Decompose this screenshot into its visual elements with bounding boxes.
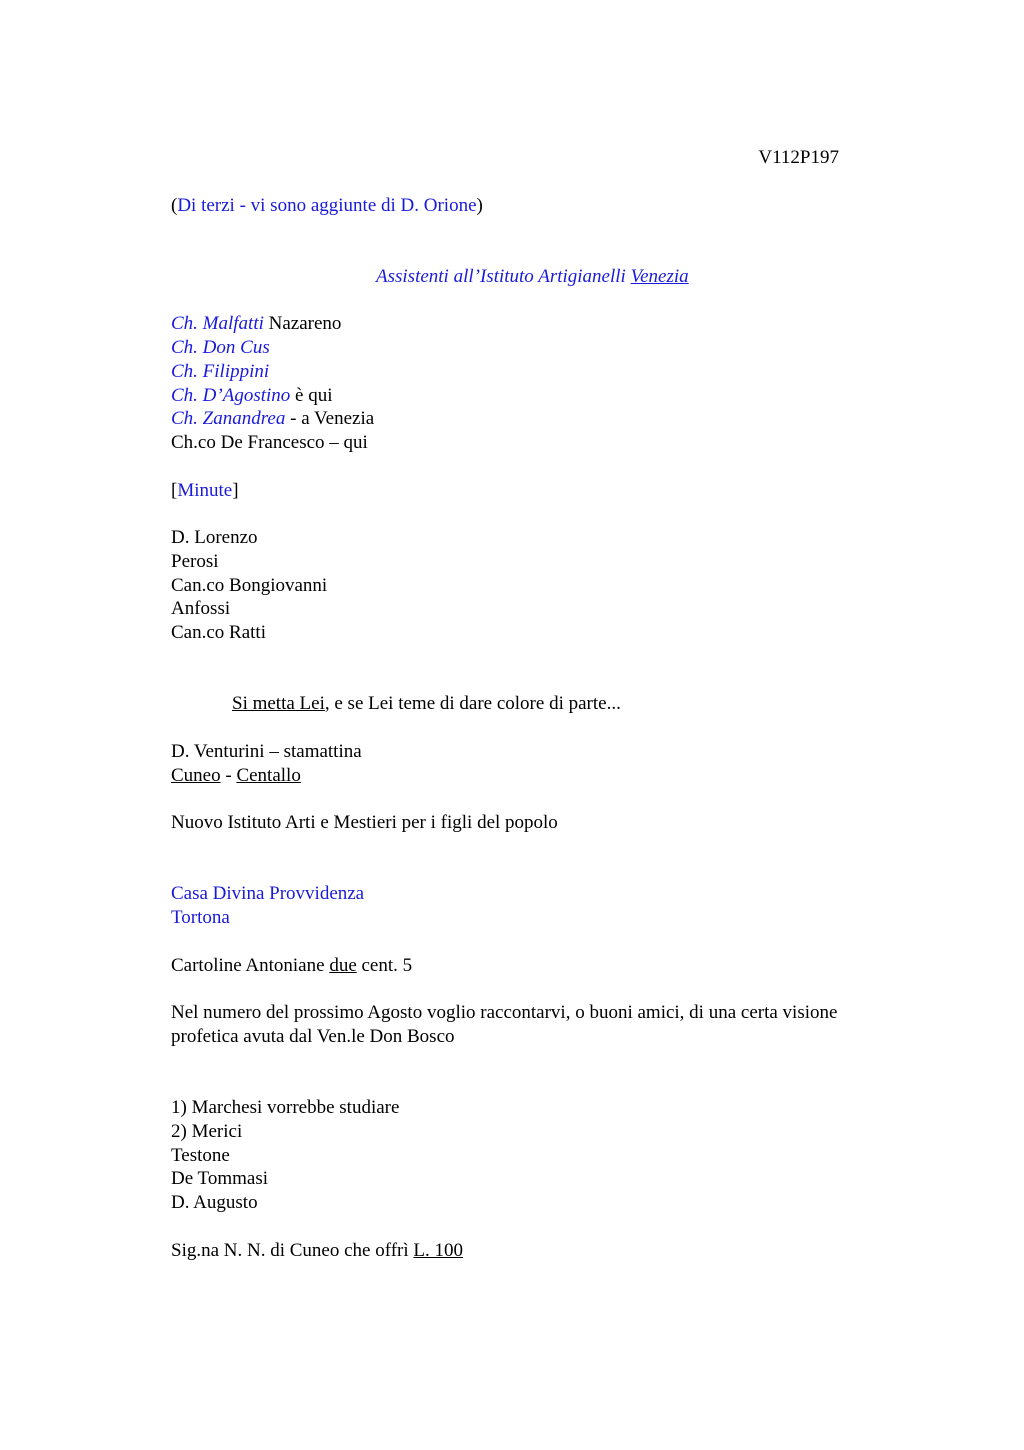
minute-open-bracket: [ (171, 480, 178, 501)
name-line: Can.co Ratti (171, 622, 266, 643)
assistant-name: Ch. Malfatti (171, 313, 264, 334)
note-open-paren: ( (171, 195, 178, 216)
note-close-paren: ) (476, 195, 483, 216)
name-line: Perosi (171, 551, 219, 572)
heading-place: Venezia (630, 266, 689, 287)
page-reference: V112P197 (758, 147, 839, 168)
heading-title (376, 265, 689, 289)
list-item: D. Augusto (171, 1192, 258, 1213)
cartoline-post: cent. 5 (356, 955, 413, 976)
list-item: De Tommasi (171, 1168, 269, 1189)
place-cuneo: Cuneo (171, 765, 221, 786)
list-item: 1) Marchesi vorrebbe studiare (171, 1097, 400, 1118)
editorial-note (171, 194, 483, 218)
nuovo-istituto-line: Nuovo Istituto Arti e Mestieri per i figli del popolo (171, 812, 558, 833)
cartoline-pre: Cartoline Antoniane (171, 955, 330, 976)
minute-close-bracket: ] (232, 480, 239, 501)
heading-text: Assistenti all’Istituto Artigianelli (376, 266, 631, 287)
place-centallo: Centallo (236, 765, 301, 786)
offer-pre: Sig.na N. N. di Cuneo che offrì (171, 1240, 414, 1261)
casa-line: Casa Divina Provvidenza (171, 883, 365, 904)
offer-amount: L. 100 (413, 1240, 463, 1261)
sentence-underlined: Si metta Lei (232, 693, 325, 714)
assistant-extra: è qui (290, 385, 333, 406)
cartoline-line (171, 954, 412, 978)
tortona-line: Tortona (171, 907, 230, 928)
places-line (171, 764, 301, 788)
place-separator: - (220, 765, 237, 786)
sentence-rest: , e se Lei teme di dare colore di parte... (324, 693, 621, 714)
assistant-name: Ch. D’Agostino (171, 385, 291, 406)
sentence-line (232, 692, 621, 716)
name-line: D. Lorenzo (171, 527, 258, 548)
assistant-extra: Nazareno (263, 313, 342, 334)
list-item: 2) Merici (171, 1121, 243, 1142)
list-item: Testone (171, 1145, 230, 1166)
assistant-line (171, 360, 269, 384)
note-text: Di terzi - vi sono aggiunte di D. Orione (177, 195, 477, 216)
minute-text: Minute (177, 480, 233, 501)
offer-line (171, 1239, 463, 1263)
assistant-name: Ch. Zanandrea (171, 408, 286, 429)
assistant-line (171, 384, 333, 408)
paragraph-line: Nel numero del prossimo Agosto voglio raccontarvi, o buoni amici, di una certa visione (171, 1002, 838, 1023)
assistant-line (171, 336, 270, 360)
assistant-line (171, 312, 341, 336)
assistant-line-last: Ch.co De Francesco – qui (171, 432, 368, 453)
minute-label (171, 479, 239, 503)
cartoline-underlined: due (329, 955, 357, 976)
venturini-line: D. Venturini – stamattina (171, 741, 362, 762)
paragraph-line: profetica avuta dal Ven.le Don Bosco (171, 1026, 455, 1047)
assistant-name: Ch. Don Cus (171, 337, 270, 358)
name-line: Can.co Bongiovanni (171, 575, 328, 596)
assistant-line (171, 407, 374, 431)
assistant-name: Ch. Filippini (171, 361, 270, 382)
name-line: Anfossi (171, 598, 231, 619)
assistant-extra: - a Venezia (285, 408, 375, 429)
